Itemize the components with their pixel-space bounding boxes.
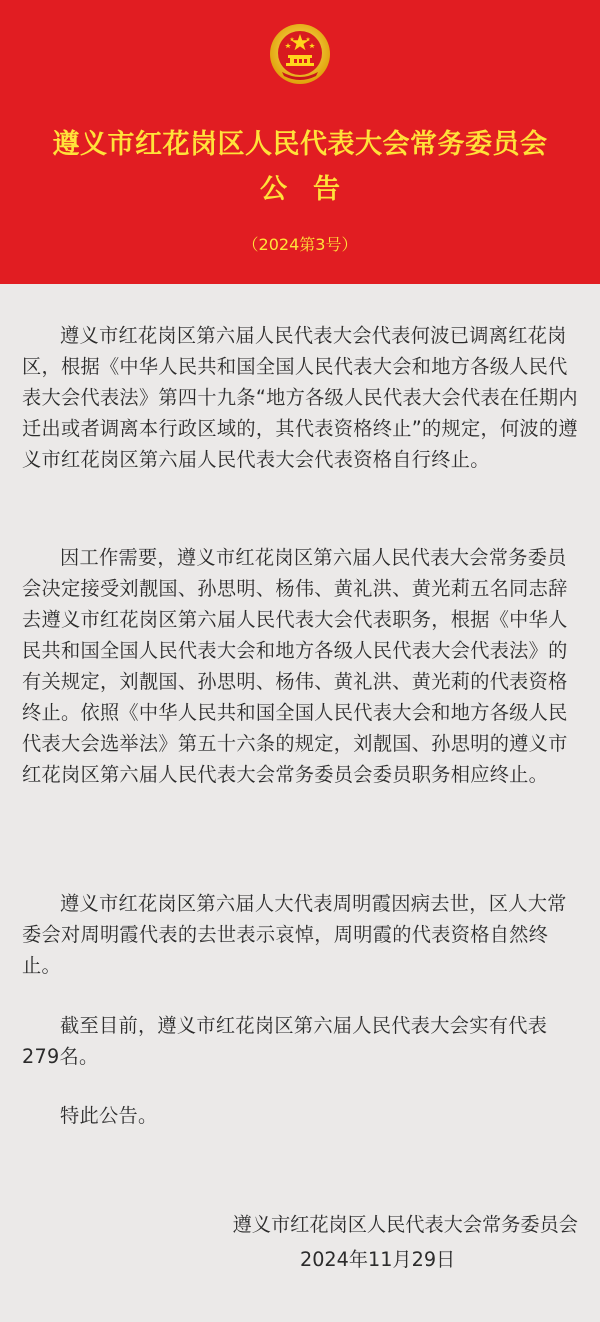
paragraph-4: 截至目前，遵义市红花岗区第六届人民代表大会实有代表279名。 xyxy=(22,1014,548,1068)
signature-org: 遵义市红花岗区人民代表大会常务委员会 xyxy=(232,1213,578,1236)
national-emblem-icon xyxy=(268,22,332,86)
paragraph-5: 特此公告。 xyxy=(60,1104,158,1127)
signature-date: 2024年11月29日 xyxy=(300,1248,456,1271)
header-banner xyxy=(0,0,600,284)
paragraph-1: 遵义市红花岗区第六届人民代表大会代表何波已调离红花岗区，根据《中华人民共和国全国人民代表大会和地方各级人民代表大会代表法》第四十九条“地方各级人民代表大会代表在任期内迁出或者调离本行政区域的，其代表资格终止”的规定，何波的遵义市红花岗区第六届人民代表大会代表资格自行终止。 xyxy=(22,324,578,471)
doc-type-title: 公告 xyxy=(260,174,366,205)
org-title: 遵义市红花岗区人民代表大会常务委员会 xyxy=(52,129,548,160)
doc-number: （2024第3号） xyxy=(242,235,358,254)
paragraph-2: 因工作需要，遵义市红花岗区第六届人民代表大会常务委员会决定接受刘靓国、孙思明、杨伟、黄礼洪、黄光莉五名同志辞去遵义市红花岗区第六届人民代表大会代表职务，根据《中华人民共和国全国人民代表大会和地方各级人民代表大会代表法》的有关规定，刘靓国、孙思明、杨伟、黄礼洪、黄光莉的代表资格终止。依照《中华人民共和国全国人民代表大会和地方各级人民代表大会选举法》第五十六条的规定，刘靓国、孙思明的遵义市红花岗区第六届人民代表大会常务委员会委员职务相应终止。 xyxy=(22,546,568,786)
paragraph-3: 遵义市红花岗区第六届人大代表周明霞因病去世，区人大常委会对周明霞代表的去世表示哀悼，周明霞的代表资格自然终止。 xyxy=(22,892,567,977)
